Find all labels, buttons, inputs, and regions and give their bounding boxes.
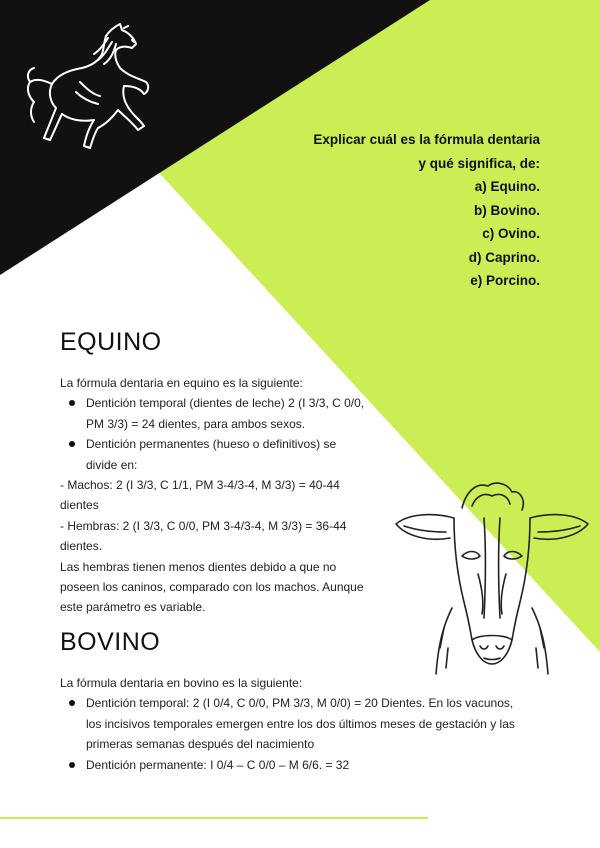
bovino-heading: BOVINO: [60, 628, 161, 656]
question-item-a: a) Equino.: [474, 179, 540, 194]
equino-bullet-list: [60, 393, 370, 475]
equino-note: Las hembras tienen menos dientes debido a que no poseen los caninos, comparado con los machos. Aunque este parámetro es variable.: [60, 559, 364, 615]
question-item-b: b) Bovino.: [474, 202, 540, 218]
equino-body: [60, 373, 370, 618]
bovino-bullet-list: [60, 693, 530, 775]
horse-icon: [20, 22, 160, 152]
question-line-1: Explicar cuál es la fórmula dentaria: [313, 132, 540, 147]
equino-intro: La fórmula dentaria en equino es la siguiente:: [60, 376, 303, 390]
question-item-e: e) Porcino.: [470, 273, 540, 288]
equino-hembras: - Hembras: 2 (I 3/3, C 0/0, PM 3-4/3-4, M 3/3) = 36-44 dientes.: [60, 518, 347, 554]
equino-bullet-temporal: Dentición temporal (dientes de leche) 2 (I 3/3, C 0/0, PM 3/3) = 24 dientes, para ambos sexos.: [86, 393, 370, 434]
bovino-intro: La fórmula dentaria en bovino es la siguiente:: [60, 676, 303, 690]
bovino-bullet-temporal: Dentición temporal: 2 (I 0/4, C 0/0, PM 3/3, M 0/0) = 20 Dientes. En los vacunos, los incisivos temporales emergen entre los dos últimos meses de gestación y las primeras semanas después del nacimiento: [86, 693, 530, 754]
equino-heading: EQUINO: [60, 328, 162, 356]
cow-icon: [392, 478, 592, 678]
bovino-body: [60, 673, 530, 775]
question-line-2: y qué significa, de:: [418, 155, 540, 171]
footer-divider: [0, 817, 428, 819]
bovino-bullet-permanente: Dentición permanente: I 0/4 – C 0/0 – M 6/6. = 32: [86, 755, 530, 775]
question-item-d: d) Caprino.: [468, 249, 540, 265]
question-item-c: c) Ovino.: [482, 226, 540, 241]
question-block: [220, 128, 540, 293]
equino-bullet-permanente: Dentición permanentes (hueso o definitivos) se divide en:: [86, 434, 370, 475]
equino-machos: - Machos: 2 (I 3/3, C 1/1, PM 3-4/3-4, M 3/3) = 40-44 dientes: [60, 478, 340, 513]
